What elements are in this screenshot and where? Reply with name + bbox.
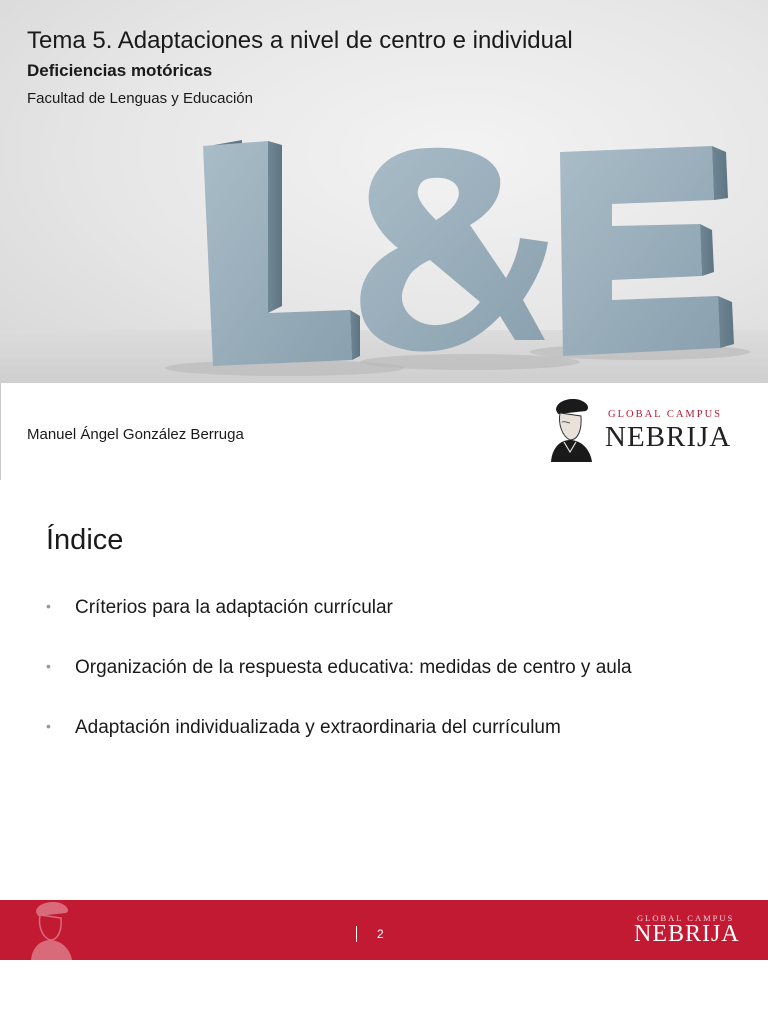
nebrija-logo [548,396,748,466]
list-item-text: Organización de la respuesta educativa: medidas de centro y aula [75,657,632,678]
hero-letters-image [0,0,768,382]
footer-bar [0,900,768,960]
logo-name: NEBRIJA [605,421,732,453]
divider [0,383,1,480]
bullet-icon: • [46,658,51,674]
bullet-icon: • [46,598,51,614]
faculty-name: Facultad de Lenguas y Educación [27,90,253,107]
index-slide [0,480,768,960]
cover-subtitle: Deficiencias motóricas [27,61,213,80]
cover-slide [0,0,768,480]
nebrija-portrait-icon [548,396,594,462]
logo-name: NEBRIJA [634,921,740,947]
nebrija-portrait-icon [26,900,76,960]
hero-image [0,0,768,382]
logo-tagline: GLOBAL CAMPUS [637,913,735,923]
list-item-text: Críterios para la adaptación currícular [75,597,393,618]
divider [0,382,768,383]
list-item-text: Adaptación individualizada y extraordinaria del currículum [75,717,561,738]
bullet-icon: • [46,718,51,734]
index-title: Índice [46,524,124,556]
author-name: Manuel Ángel González Berruga [27,426,244,443]
footer-separator [356,926,357,942]
cover-title: Tema 5. Adaptaciones a nivel de centro e individual [27,27,573,54]
page-number: 2 [377,927,384,941]
logo-tagline: GLOBAL CAMPUS [608,409,722,420]
